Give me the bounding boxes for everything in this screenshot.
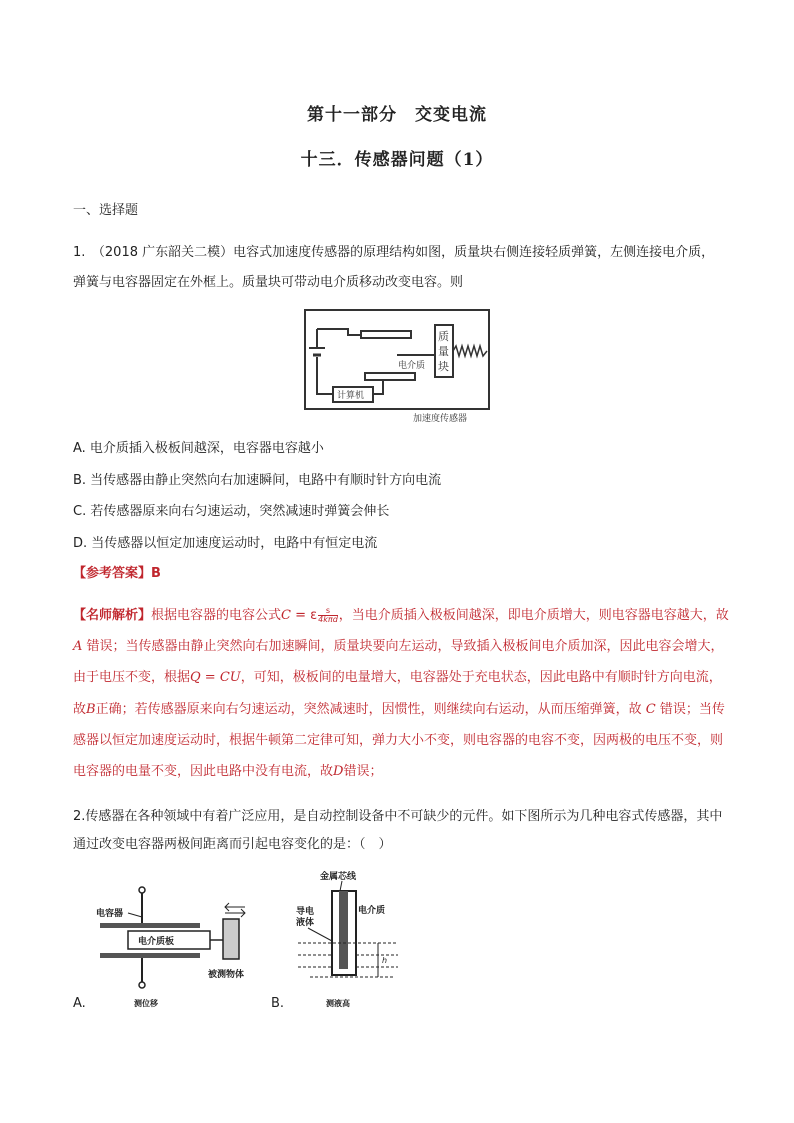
- option-c: C. 若传感器原来向右匀速运动，突然减速时弹簧会伸长: [73, 504, 390, 519]
- capacitance-fraction: $\frac{s}{\text{4kπd}}$: [318, 606, 338, 624]
- lower-plate-a: [100, 953, 200, 958]
- figure-b-liquid-level: [290, 865, 400, 1010]
- option-b: B. 当传感器由静止突然向右加速瞬间，电路中有顺时针方向电流: [73, 473, 442, 488]
- svg-text:金属芯线: 金属芯线: [320, 872, 357, 882]
- svg-text:测位移: 测位移: [134, 999, 158, 1008]
- section-heading: 一、选择题: [73, 203, 139, 218]
- metal-core: [339, 891, 348, 969]
- svg-text:块: 块: [438, 360, 449, 373]
- question-2-text: 2.传感器在各种领域中有着广泛应用，是自动控制设备中不可缺少的元件。如下图所示为几种电容式传感器，其中通过改变电容器两极间距离而引起电容变化的是：（ ）: [73, 809, 723, 852]
- reference-answer: 【参考答案】B: [73, 566, 161, 581]
- analysis-paragraph: 【名师解析】根据电容器的电容公式C = ε $\frac{s}{\text{4kπd}}$ ，当电介质插入极板间越深，即电介质增大，则电容器电容越大，故 A 错误；当传感器由静止突然向右加速瞬间，质量块要向左运动，导致插入极板间电介质加深，因此电容会增大，由于电压不变，根据Q = CU，可知，极板间的电量增大，电容器处于充电状态，因此电路中有顺时针方向电流，故B正确；若传感器原来向右匀速运动，突然减速时，因惯性，则继续向右运动，从而压缩弹簧，故 C 错误；当传感器以恒定加速度运动时，根据牛顿第二定律可知，弹力大小不变，则电容器的电容不变，因两极的电压不变，则电容器的电量不变，因此电路中没有电流，故D错误；: [73, 606, 729, 780]
- dielectric-label: 电介质: [398, 361, 426, 371]
- lower-plate: [365, 373, 415, 380]
- option-d: D. 当传感器以恒定加速度运动时，电路中有恒定电流: [73, 536, 378, 551]
- upper-plate: [361, 331, 411, 338]
- spring: [453, 346, 487, 356]
- svg-text:h: h: [382, 956, 388, 965]
- svg-text:被测物体: 被测物体: [208, 970, 245, 980]
- figure-a-displacement: [90, 885, 260, 1010]
- measured-object: [223, 919, 239, 959]
- svg-text:导电: 导电: [296, 907, 315, 917]
- option-a: A. 电介质插入极板间越深，电容器电容越小: [73, 441, 324, 456]
- option-a-label-q2: A.: [73, 996, 86, 1011]
- svg-text:电介质板: 电介质板: [138, 937, 175, 947]
- svg-text:液体: 液体: [296, 918, 315, 928]
- question-1-text: 1. （2018 广东韶关二模）电容式加速度传感器的原理结构如图，质量块右侧连接轻质弹簧，左侧连接电介质，弹簧与电容器固定在外框上。质量块可带动电介质移动改变电容。则: [73, 245, 715, 290]
- svg-text:电介质: 电介质: [358, 906, 386, 916]
- svg-text:测液高: 测液高: [326, 999, 350, 1008]
- svg-text:质: 质: [438, 330, 449, 343]
- upper-plate-a: [100, 923, 200, 928]
- svg-text:计算机: 计算机: [337, 391, 365, 401]
- option-b-label-q2: B.: [271, 996, 285, 1011]
- analysis-label: 【名师解析】: [73, 608, 152, 623]
- svg-text:量: 量: [438, 345, 449, 358]
- part-title: 第十一部分 交变电流: [307, 105, 487, 125]
- svg-text:电容器: 电容器: [96, 909, 124, 919]
- figure-caption: 加速度传感器: [413, 414, 468, 424]
- topic-title: 十三．传感器问题（1）: [300, 150, 494, 170]
- accelerometer-figure: [303, 307, 493, 427]
